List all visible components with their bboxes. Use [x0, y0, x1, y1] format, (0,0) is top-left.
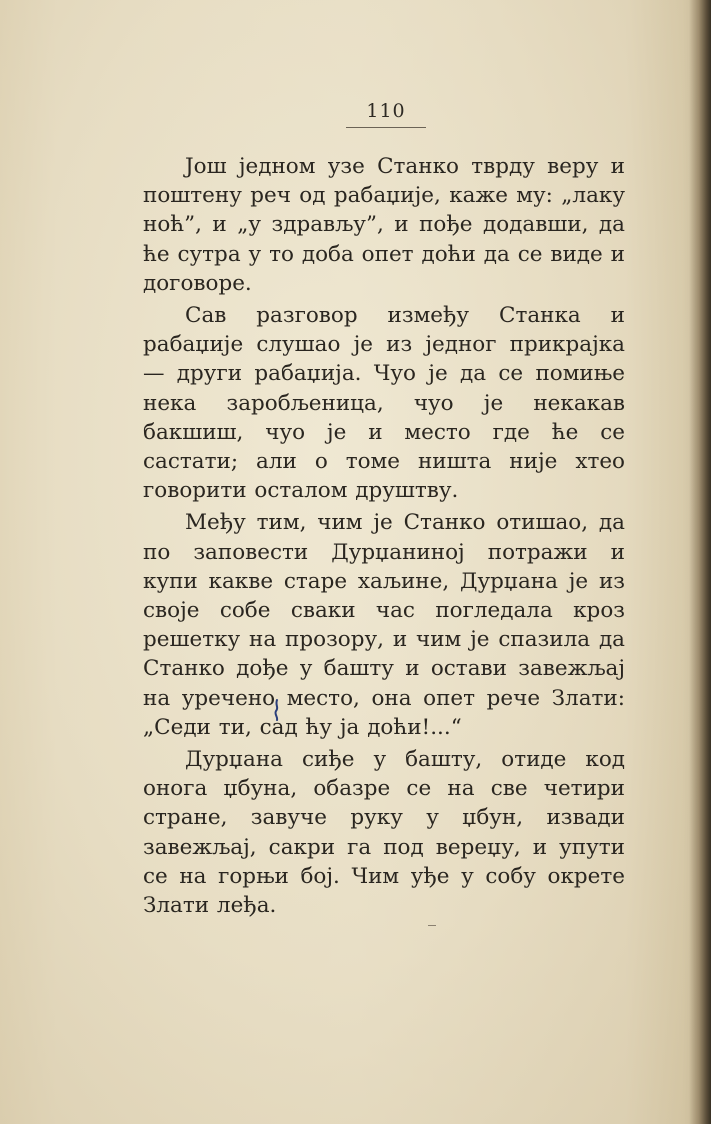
paragraph-2: Сав разговор између Станка и рабаџије слушао је из једног прикрајка — други рабаџија. Чуо је да се помиње нека заробљеница, чуо је некакав бакшиш, чуо је и место где ће се састати; али о томе ништа није хтео говорити осталом друштву.	[143, 303, 625, 504]
page-number: 110	[366, 100, 406, 122]
paragraph-1: Још једном узе Станко тврду веру и поштену реч од рабаџије, каже му: „лаку ноћ”, и „у здрављу”, и пође додавши, да ће сутра у то доба опет доћи да се виде и договоре.	[143, 154, 625, 296]
paragraph-3: Међу тим, чим је Станко отишао, да по заповести Дурџанинoj потражи и купи какве старе хаљине, Дурџана је из своје собе сваки час погледала кроз решетку на прозору, и чим је спазила да Станко дође у башту и остави завежљај на уречено место, она опет рече Злати: „Седи ти, сад ћу ја доћи!...“	[143, 510, 625, 740]
footer-dash	[428, 925, 436, 926]
page-number-rule	[346, 127, 426, 128]
book-spine-shadow	[689, 0, 711, 1124]
paragraph-4: Дурџана сиђе у башту, отиде код онога џбуна, обазре се на све четири стране, завуче руку у џбун, извади завежљај, сакри га под вереџу, и упути се на горњи бој. Чим уђе у собу окрете Злати леђа.	[143, 747, 625, 919]
body-text	[143, 152, 625, 920]
